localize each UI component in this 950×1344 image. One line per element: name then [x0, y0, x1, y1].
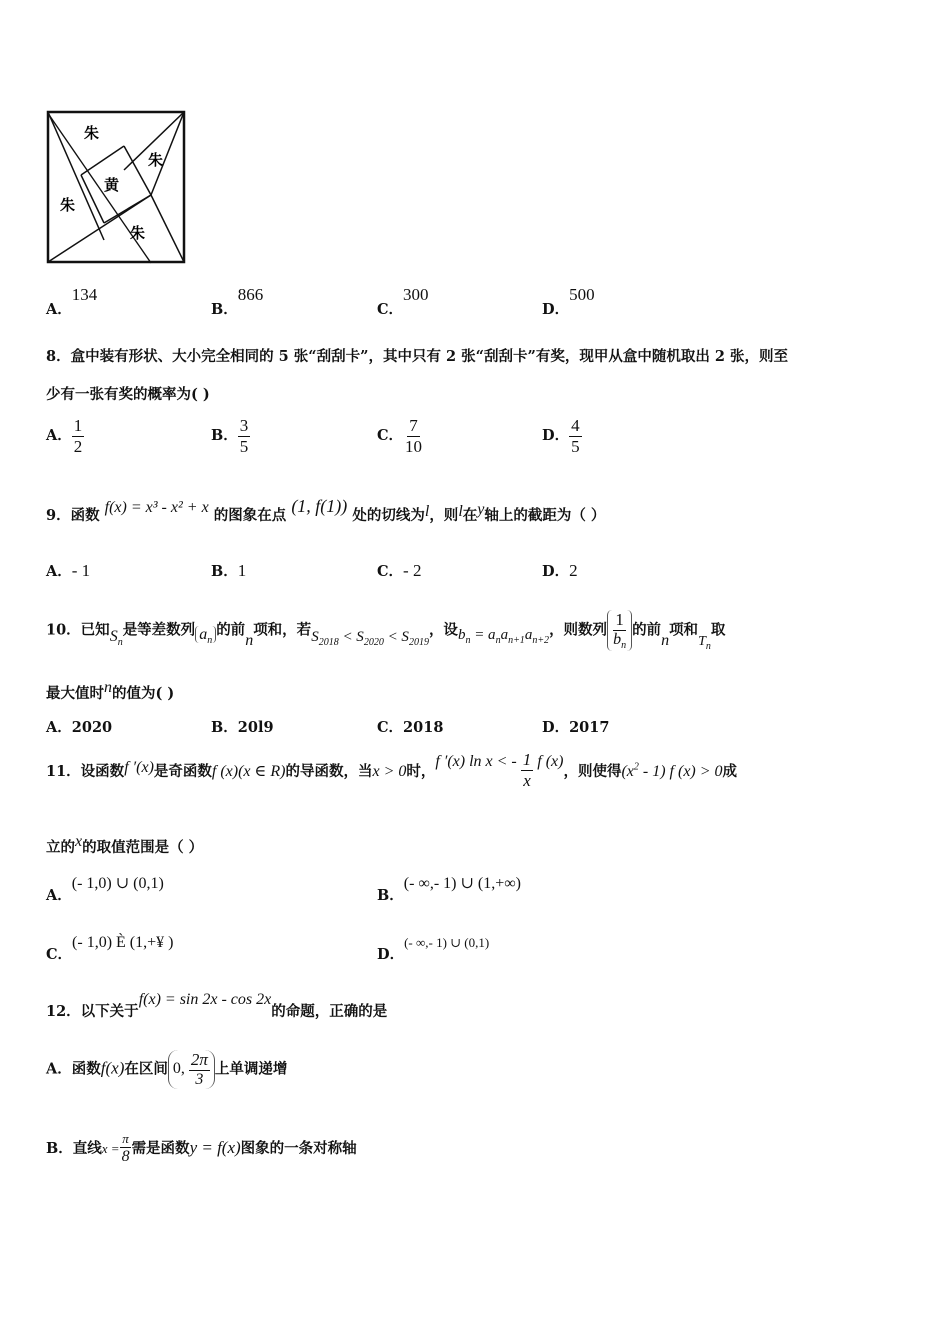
figure-label-zhu-left: 朱 — [60, 196, 76, 214]
fraction: $\frac{3}{5}$ — [239, 416, 249, 456]
q7-option-b[interactable]: B．866 — [211, 285, 264, 318]
q9-option-a[interactable]: A．- 1 — [46, 561, 91, 580]
q8-option-a[interactable]: A． $\frac{1}{2}$ — [46, 416, 83, 456]
fraction: $\frac{4}{5}$ — [571, 416, 580, 456]
q10-option-c[interactable]: C．2018 — [377, 719, 444, 736]
figure-label-zhu-bottom: 朱 — [130, 224, 146, 242]
q9-option-d[interactable]: D．2 — [542, 561, 578, 580]
q11-option-d[interactable]: D．(- ∞,- 1) ∪ (0,1) — [377, 935, 490, 963]
q12-function: f(x) = sin 2x - cos 2x — [138, 991, 272, 1008]
q10-stem-line2: 最大值时n的值为( ) — [46, 679, 175, 702]
q9-option-b[interactable]: B．1 — [211, 561, 247, 580]
q7-option-d[interactable]: D．500 — [542, 285, 595, 318]
q10-option-b[interactable]: B．20l9 — [211, 719, 274, 736]
figure — [46, 110, 186, 265]
q8-option-c[interactable]: C． $\frac{7}{10}$ — [377, 416, 423, 456]
q9-stem: 9．函数 f(x) = x³ - x² + x 的图象在点 (1, f(1)) 处的切线为l，则l在y轴上的截距为（ ） — [46, 496, 606, 524]
pinwheel-diagram — [46, 110, 186, 265]
q10-option-d[interactable]: D．2017 — [542, 719, 610, 736]
q9-point: (1, f(1)) — [291, 496, 348, 516]
figure-label-zhu-top: 朱 — [84, 124, 100, 142]
q9-option-c[interactable]: C．- 2 — [377, 561, 422, 580]
q8-option-d[interactable]: D． $\frac{4}{5}$ — [542, 416, 580, 456]
q11-option-c[interactable]: C．(- 1,0) È (1,+¥ ) — [46, 934, 174, 963]
q10-stem-line1: 10．已知$S_n$是等差数列 $a_n$的前n项和，若$S_{2018} < S_{2020} < S_{2019}$，设$b_n = a_na_{n+1}a_{n+2}$，则数列 $\frac{1}{b_n}$ 的前n项和$T_n$取 — [46, 610, 726, 652]
q12-stem: 12．以下关于f(x) = sin 2x - cos 2x的命题，正确的是 — [46, 991, 388, 1020]
figure-label-zhu-right: 朱 — [148, 151, 164, 169]
q8-option-b[interactable]: B． $\frac{3}{5}$ — [211, 416, 249, 456]
q11-option-b[interactable]: B．(- ∞,- 1) ∪ (1,+∞) — [377, 875, 521, 904]
q11-option-a[interactable]: A．(- 1,0) ∪ (0,1) — [46, 875, 164, 904]
q8-line1: 8．盒中装有形状、大小完全相同的 5 张“刮刮卡”，其中只有 2 张“刮刮卡”有奖，现甲从盒中随机取出 2 张，则至 — [46, 348, 789, 365]
fraction: $\frac{1}{2}$ — [73, 416, 83, 456]
q8-line2: 少有一张有奖的概率为( ) — [46, 386, 210, 403]
q11-stem-line1: 11．设函数f ′(x)是奇函数f (x)(x ∈ R)的导函数，当x > 0时，f ′(x) ln x < - $\frac{1}{x}$ f (x)，则使得$(x^2 - 1)$ f (x) > 0成 — [46, 750, 738, 790]
q7-option-a[interactable]: A．134 — [46, 285, 98, 318]
fraction: $\frac{7}{10}$ — [405, 416, 423, 456]
q12-option-b[interactable]: B．直线x = $\frac{\pi}{8}$ 需是函数y = f(x)图象的一条对称轴 — [46, 1131, 357, 1165]
q11-stem-line2: 立的x的取值范围是（ ） — [46, 833, 204, 856]
figure-label-huang-center: 黄 — [104, 176, 120, 194]
q10-option-a[interactable]: A．2020 — [46, 719, 113, 736]
q12-option-a[interactable]: A．函数f(x)在区间 0, $\frac{2\pi}{3}$ 上单调递增 — [46, 1050, 288, 1088]
q9-function: f(x) = x³ - x² + x — [104, 499, 209, 516]
q7-option-c[interactable]: C．300 — [377, 285, 429, 318]
